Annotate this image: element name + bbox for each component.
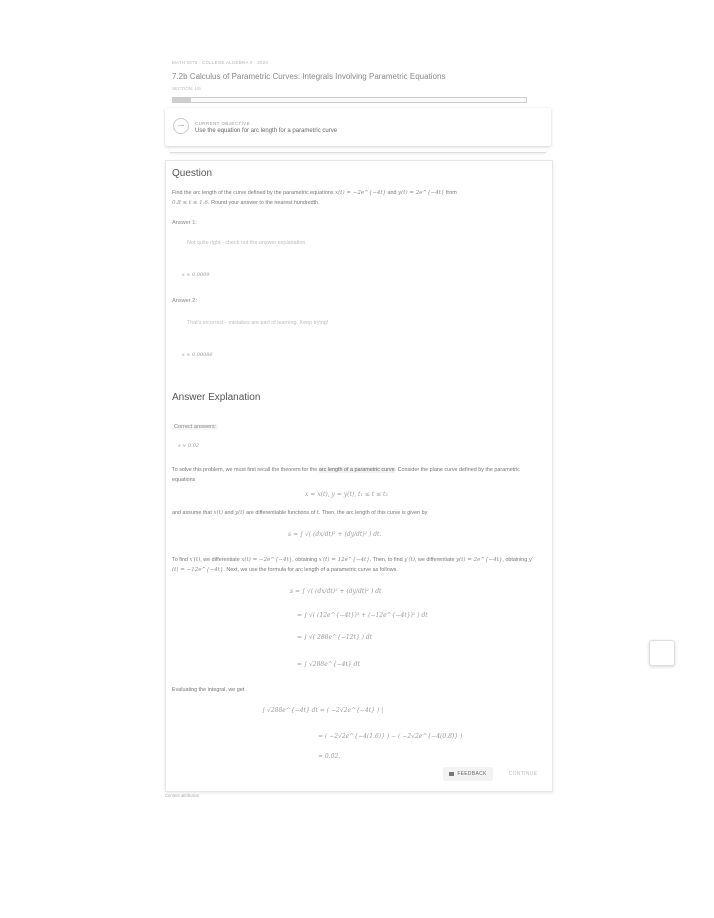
progress-bar (172, 97, 527, 103)
question-heading: Question (172, 168, 213, 179)
equation-step-3: = ∫ √( 288e^{−12t} ) dt (297, 634, 373, 641)
answer-1-value: s ≈ 0.0009 (182, 272, 210, 278)
content-attribution-link[interactable]: Content attribution (165, 793, 200, 798)
card-stack-shadow (170, 146, 546, 153)
answer-1-feedback: Not quite right - check out the answer explanation. (187, 240, 307, 246)
equation-step-1: s = ∫ √( (dx/dt)² + (dy/dt)² ) dt (290, 588, 382, 595)
y-equation: y(t) = 2e^{−4t} (398, 190, 445, 196)
interval: 0.8 ≤ t ≤ 1.6. (172, 200, 210, 206)
from-text: from (445, 190, 457, 196)
breadcrumb: MATH 0078 · COLLEGE ALGEBRA II · 2024 (172, 60, 269, 65)
flag-icon (449, 772, 454, 776)
answer-2-feedback: That's incorrect - mistakes are part of learning. Keep trying! (187, 320, 329, 326)
answer-2-value: s ≈ 0.00086 (182, 352, 213, 358)
equation-step-4: = ∫ √288e^{−4t} dt (297, 661, 360, 668)
objective-card (165, 108, 551, 146)
objective-icon (173, 118, 189, 134)
explanation-paragraph-3: To find x′(t), we differentiate x(t) = −2e^{−4t}, obtaining x′(t) = 12e^{−4t}. Then, to find y′(t), we differentiate y(t) = 2e^{−4t}, obtaining y′(t) = −12e^{−4t}. Next, we use the formula for arc length of a parametric curve as follows. (172, 557, 534, 573)
answer-1-label: Answer 1: (172, 220, 197, 226)
progress-fill (173, 98, 191, 102)
side-action-button[interactable] (649, 640, 675, 666)
equation-step-2: = ∫ √( (12e^{−4t})² + (−12e^{−4t})² ) dt (297, 612, 428, 619)
x-equation: x(t) = −2e^{−4t} (335, 190, 387, 196)
objective-kicker: CURRENT OBJECTIVE (195, 121, 250, 126)
objective-text: Use the equation for arc length for a parametric curve (195, 128, 338, 134)
question-text: Find the arc length of the curve defined by the parametric equations (172, 190, 334, 196)
answer-2-label: Answer 2: (172, 298, 197, 304)
and-text: and (387, 190, 397, 196)
feedback-button[interactable]: FEEDBACK (443, 767, 493, 781)
arc-length-link[interactable]: arc length of a parametric curve (318, 467, 395, 473)
question-body (172, 188, 542, 208)
equation-eval-1: ∫ √288e^{−4t} dt = ( −2√2e^{−4t} ) | (262, 707, 384, 714)
question-instruction: Round your answer to the nearest hundredth. (211, 200, 320, 206)
page-title: 7.2b Calculus of Parametric Curves: Integrals Involving Parametric Equations (172, 72, 446, 81)
equation-eval-3: ≈ 0.02. (318, 753, 341, 760)
equation-arc-length: s = ∫ √( (dx/dt)² + (dy/dt)² ) dt. (288, 531, 382, 538)
explanation-paragraph-2: and assume that x(t) and y(t) are differentiable functions of t. Then, the arc length of this curve is given by (172, 510, 428, 516)
correct-answer-value: s ≈ 0.02 (178, 443, 200, 449)
explanation-heading: Answer Explanation (172, 392, 261, 403)
explanation-paragraph-4: Evaluating the integral, we get (172, 687, 245, 693)
explanation-paragraph-1: To solve this problem, we must first recall the theorem for the arc length of a parametric curve. Consider the plane curve defined by the parametric equations (172, 467, 520, 483)
correct-answers-label: Correct answers: (174, 424, 217, 430)
equation-parametric: x = x(t), y = y(t), t₁ ≤ t ≤ t₂ (305, 491, 388, 498)
equation-eval-2: = ( −2√2e^{−4(1.6)} ) − ( −2√2e^{−4(0.8)} ) (318, 733, 463, 740)
section-label: SECTION: 1/6 (172, 86, 201, 91)
continue-button[interactable]: CONTINUE (508, 771, 538, 777)
